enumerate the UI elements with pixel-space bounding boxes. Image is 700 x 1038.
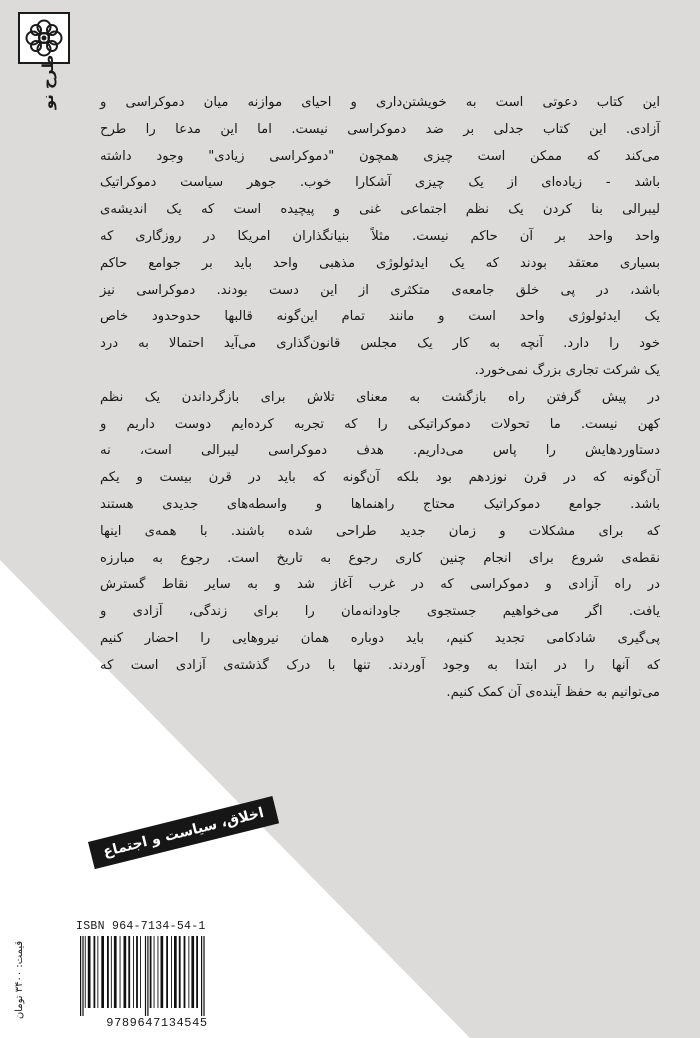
barcode-bar (203, 936, 204, 1016)
barcode-bar (133, 936, 134, 1008)
barcode-bar (191, 936, 194, 1008)
blurb-line: آن‌گونه که در قرن نوزدهم بود بلکه آن‌گونه که باید در قرن بیست و یکم (100, 470, 660, 486)
blurb-line: بسیاری معتقد بودند که یک ایدئولوژی مذهبی واحد باید بر جوامع حاکم (100, 255, 660, 271)
blurb-line: در پیش گرفتن راه بازگشت به معنای تلاش برای بازگرداندن یک نظم (100, 389, 660, 405)
barcode-bar (114, 936, 117, 1008)
blurb-line: باشد - زیاده‌ای از یک چیزی آشکارا خوب. جوهر سیاست دموکراتیک (100, 175, 660, 191)
publisher-logo-caption: طرح نو (39, 54, 57, 110)
barcode-bar (80, 936, 81, 1016)
blurb-line: نقطه‌ی شروع برای انجام چنین کاری رجوع به تاریخ است. رجوع به مبارزه (100, 550, 660, 566)
publisher-logo (18, 12, 70, 122)
barcode-bar (145, 936, 146, 1016)
price-note-text: قیمت: ۳۴۰۰ تومان (14, 940, 25, 1020)
blurb-line: می‌توانیم به حفظ آینده‌ی آن کمک کنیم. (446, 684, 660, 700)
barcode-bar (107, 936, 109, 1008)
blurb-line: یافت. اگر می‌خواهیم جستجوی جاودانه‌مان را برای زندگی، آزادی و (100, 604, 660, 620)
barcode-bar (97, 936, 98, 1008)
blurb-line: آزادی. این کتاب جدلی بر ضد دموکراسی نیست. اما این مدعا را طرح (100, 121, 660, 137)
barcode-bar (154, 936, 155, 1008)
barcode-bar (166, 936, 168, 1008)
barcode-bar (150, 936, 152, 1008)
barcode-bar (128, 936, 130, 1008)
barcode-bar (140, 936, 141, 1008)
isbn-barcode-block (76, 920, 238, 1032)
barcode-bar (120, 936, 121, 1008)
blurb-line: که برای مشکلات و زمان جدید طراحی شده باشند. با همه‌ی اینها (100, 523, 660, 539)
barcode-bar (201, 936, 202, 1016)
blurb-line: پی‌گیری شادکامی تجدید کنیم، باید دوباره همان نیروهایی را احضار کنیم (100, 630, 660, 646)
back-cover-blurb (100, 90, 660, 706)
price-note (10, 930, 32, 1030)
barcode-icon (76, 936, 238, 1016)
blurb-line: یک ایدئولوژی واحد است و مانند تمام این‌گونه قالبها حدوحدود خاص (100, 309, 660, 325)
blurb-paragraph (100, 90, 660, 385)
barcode-bar (184, 936, 186, 1008)
blurb-line: می‌کند که ممکن است چیزی همچون "دموکراسی زیادی" وجود داشته (100, 148, 660, 164)
blurb-line: این کتاب دعوتی است به خویشتن‌داری و احیای موازنه میان دموکراسی و (100, 95, 660, 110)
blurb-line: باشد، در پی خلق جامعه‌ی متکثری از این دست بودند. دموکراسی نیز (100, 282, 660, 298)
blurb-line: واحد واحد بر آن حاکم نیست. مثلاً بنیانگذاران امریکا در روزگاری که (100, 228, 660, 244)
barcode-bar (124, 936, 127, 1008)
blurb-line: یک شرکت تجاری بزرگ نمی‌خورد. (474, 362, 660, 378)
blurb-line: باشد. جوامع دموکراتیک محتاج راهنماها و واسطه‌های جدیدی هستند (100, 496, 660, 512)
isbn-text: ISBN 964-7134-54-1 (76, 920, 206, 933)
barcode-bar (171, 936, 172, 1008)
blurb-line: کهن نیست. ما تحولات دموکراتیکی را که تجربه کرده‌ایم دوست داریم و (100, 416, 660, 432)
blurb-line: خود را دارد. آنچه به کار یک مجلس قانون‌گذاری می‌آید احتمالا به درد (100, 336, 660, 352)
barcode-number: 9789647134545 (106, 1016, 208, 1030)
barcode-bar (94, 936, 96, 1008)
barcode-bar (111, 936, 112, 1008)
barcode-bar (147, 936, 148, 1016)
barcode-bar (136, 936, 138, 1008)
barcode-bar (161, 936, 164, 1008)
barcode-bar (82, 936, 83, 1016)
blurb-line: که آنها را در ابتدا به وجود آوردند. تنها با درک گذشته‌ی آزادی است که (100, 657, 660, 673)
barcode-bar (158, 936, 159, 1008)
category-label: اخلاق، سیاست و اجتماع (88, 796, 279, 869)
barcode-bar (88, 936, 91, 1008)
blurb-line: در راه آزادی و دموکراسی که در غرب آغاز شد و به سایر نقاط گسترش (100, 577, 660, 593)
blurb-line: لیبرالی بنا کردن یک نظم اجتماعی غنی و پیچیده است که یک اندیشه‌ی (100, 202, 660, 218)
barcode-bar (85, 936, 86, 1008)
blurb-paragraph (100, 385, 660, 707)
barcode-bar (179, 936, 181, 1008)
barcode-bar (174, 936, 177, 1008)
barcode-bar (101, 936, 104, 1008)
blurb-line: دستاوردهایش را پاس می‌داریم. هدف دموکراسی لیبرالی است، نه (100, 443, 660, 459)
barcode-bar (188, 936, 189, 1008)
barcode-bar (196, 936, 198, 1008)
